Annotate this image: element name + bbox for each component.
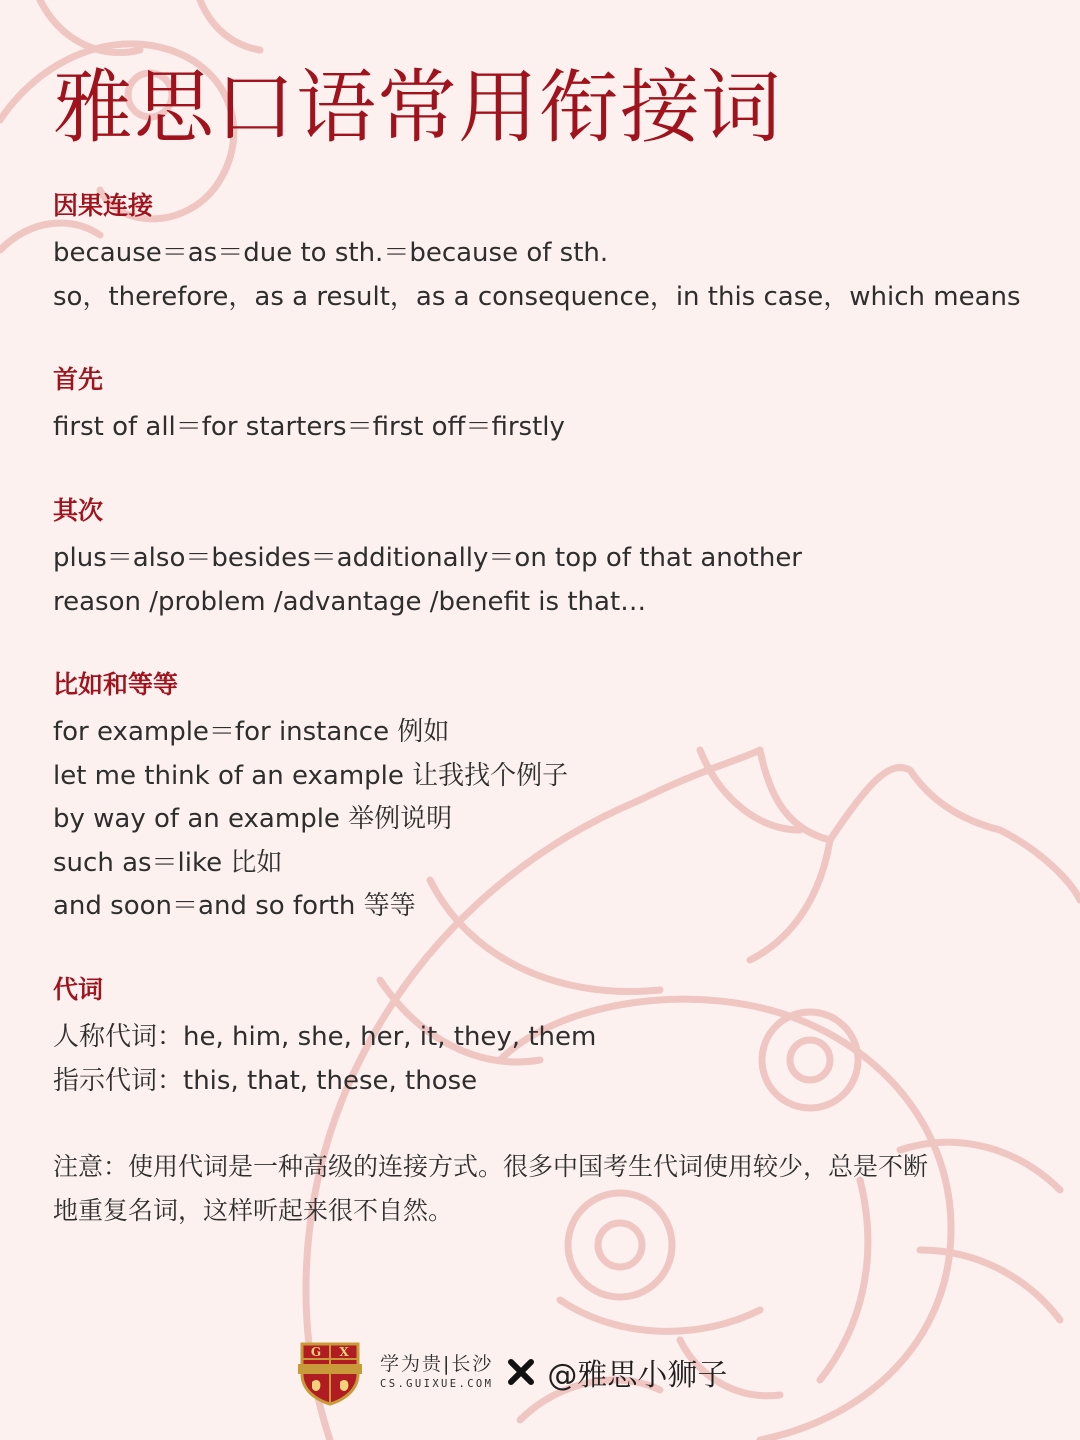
section-line: first of all＝for starters＝first off＝firstly: [53, 412, 565, 442]
section-first: [53, 366, 1053, 450]
lion-crest-logo: [296, 1338, 364, 1406]
footer-branding: [296, 1336, 727, 1408]
section-line: 人称代词：he, him, she, her, it, they, them: [53, 1022, 597, 1052]
section-pronouns: [53, 976, 1053, 1103]
section-line: plus＝also＝besides＝additionally＝on top of that another: [53, 543, 802, 573]
section-line: by way of an example 举例说明: [53, 804, 453, 835]
page-title: 雅思口语常用衔接词: [53, 61, 782, 154]
section-cause-effect: [53, 192, 1053, 319]
section-line: because＝as＝due to sth.＝because of sth.: [53, 238, 609, 268]
section-examples: [53, 671, 1053, 929]
section-heading: 因果连接: [53, 191, 154, 220]
note-line: 注意：使用代词是一种高级的连接方式。很多中国考生代词使用较少，总是不断: [53, 1152, 929, 1181]
note-line: 地重复名词，这样听起来很不自然。: [53, 1195, 454, 1225]
svg-text:G: G: [310, 1345, 322, 1359]
section-line: 指示代词：this, that, these, those: [53, 1065, 478, 1096]
section-heading: 首先: [53, 365, 104, 394]
brand-name: 学为贵|长沙: [380, 1353, 494, 1375]
section-line: for example＝for instance 例如: [53, 717, 450, 747]
brand-site: CS.GUIXUE.COM: [380, 1378, 494, 1390]
section-line: such as＝like 比如: [53, 847, 283, 878]
x-icon: [507, 1358, 535, 1386]
section-heading: 代词: [53, 975, 104, 1004]
section-line: so，therefore，as a result，as a consequence，in this case，which means: [53, 281, 1021, 312]
section-heading: 其次: [53, 496, 104, 525]
section-second: [53, 497, 1053, 624]
section-line: let me think of an example 让我找个例子: [53, 760, 569, 791]
note-paragraph: [53, 1145, 1053, 1232]
author-handle: @雅思小狮子: [547, 1358, 728, 1393]
brand-block: [380, 1352, 493, 1392]
svg-text:X: X: [339, 1345, 349, 1359]
section-line: reason /problem /advantage /benefit is that…: [53, 586, 647, 617]
section-line: and soon＝and so forth 等等: [53, 891, 416, 922]
section-heading: 比如和等等: [53, 670, 179, 699]
